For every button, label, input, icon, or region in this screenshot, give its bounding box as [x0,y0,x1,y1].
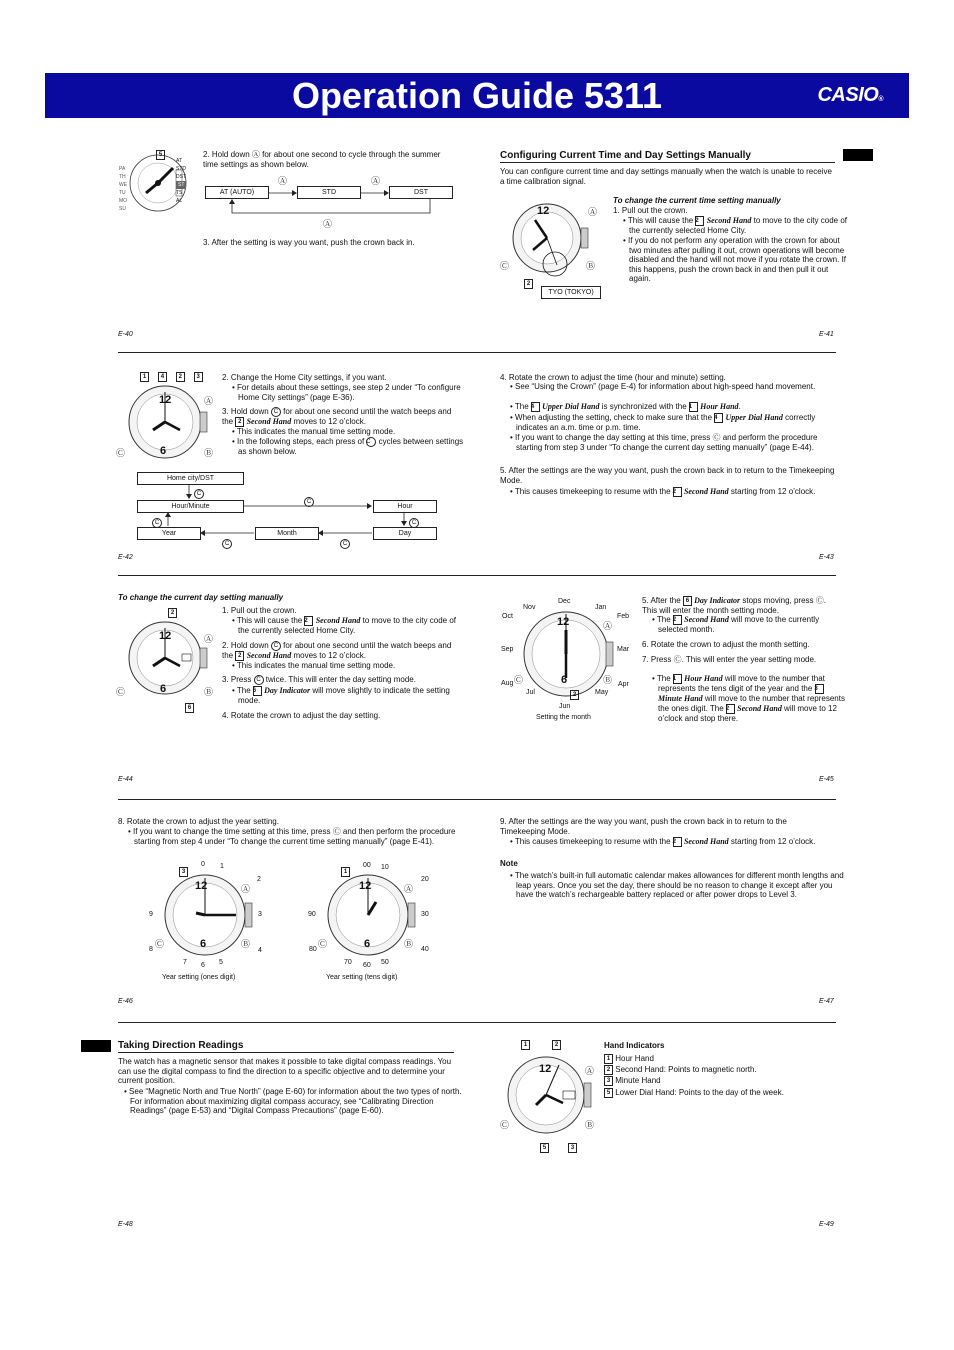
p40-step3: 3. After the setting is way you want, push the crown back in. [203,238,415,247]
hand-numbers-e42: 1 4 2 3 [140,372,203,382]
hand-number-2-e49: 2 [552,1040,561,1050]
box-hour-minute: Hour/Minute [137,500,244,513]
section-tab [843,149,873,161]
button-c-e42: Ⓒ [116,448,126,458]
c-label-3: C [409,514,419,532]
month-feb: Feb [617,613,630,620]
c-label-6: C [340,535,350,553]
ones-5: 5 [219,959,223,966]
c-label-2: C [304,493,314,511]
month-jul: Jul [526,689,535,696]
tens-10: 10 [381,864,389,871]
month-jun: Jun [559,703,571,710]
dial-left-we: WE [119,182,128,188]
tens-80: 80 [309,946,317,953]
tens-70: 70 [344,959,352,966]
hand-number-5: 5 [156,150,165,160]
page-number-e48: E-48 [118,1221,133,1228]
dial-left-mo: MO [119,198,128,204]
divider-4 [118,1022,836,1023]
p44-step2: 2. Hold down C for about one second until the watch beeps and the 2 Second Hand moves to 12 o’clock. [222,641,452,661]
p49-heading: Hand Indicators [604,1041,665,1050]
c-label-1: C [194,485,204,503]
hand-number-3-e49: 3 [568,1143,577,1153]
caption-tens: Year setting (tens digit) [326,974,398,981]
button-a-label-3: Ⓐ [323,219,333,229]
p45-bullet7: • The 1 Hour Hand will move to the number that represents the tens digit of the year and the 3 Minute Hand will move to the number that represents the ones digit. The 2 Second Hand will move to 12 o’clock and stop there. [652,674,845,723]
button-a-e45: Ⓐ [603,621,613,631]
month-nov: Nov [523,604,536,611]
dial-6-tens: 6 [364,938,371,950]
setting-month-caption: Setting the month [536,714,591,721]
dial-12: 12 [537,205,550,217]
p48-bullet: • See “Magnetic North and True North” (page E-60) for information about the two types of north. For information about maximizing digital compass accuracy, see “Calibrating Direction Readings” (page E-53) and “Digital Compass Precautions” (page E-60). [124,1087,462,1116]
button-c-ones: Ⓒ [155,939,165,949]
button-a-tens: Ⓐ [404,884,414,894]
p41-bullet1: • This will cause the 2 Second Hand to move to the city code of the currently selected Home City. [623,216,847,235]
page-number-e44: E-44 [118,776,133,783]
button-a-e42: Ⓐ [204,396,214,406]
hand-number-2: 2 [524,279,533,289]
section-tab-e48 [81,1040,111,1052]
p44-step4: 4. Rotate the crown to adjust the day setting. [222,711,381,720]
hand-indicator-2: 2 Second Hand: Points to magnetic north. [604,1065,757,1075]
p48-intro: The watch has a magnetic sensor that makes it possible to take digital compass readings. You can use the digital compass to find the direction to a specific objective and to determine your current position. [118,1057,452,1086]
ones-4: 4 [258,947,262,954]
p47-note-heading: Note [500,859,518,868]
p47-step9: 9. After the settings are the way you want, push the crown back in to return to the Timekeeping Mode. [500,817,787,836]
box-dst: DST [389,186,453,199]
logo-mark: ® [878,96,883,103]
hand-number-5-e49: 5 [540,1143,549,1153]
button-a-e49: Ⓐ [585,1066,595,1076]
tens-20: 20 [421,876,429,883]
page-number-e47: E-47 [819,998,834,1005]
p42-bullet1: • For details about these settings, see step 2 under “To configure Home City settings” (page E-36). [232,383,461,402]
page-number-e42: E-42 [118,554,133,561]
logo-text: CASIO [817,84,879,106]
box-day: Day [373,527,437,540]
page-title: Operation Guide 5311 [291,75,663,116]
button-c-e49: Ⓒ [500,1120,510,1130]
c-label-4: C [152,514,162,532]
p43-bullet1: • See “Using the Crown” (page E-4) for information about high-speed hand movement. [510,382,816,391]
p42-step3: 3. Hold down C for about one second until the watch beeps and the 2 Second Hand moves to 12 o’clock. [222,407,452,427]
hand-number-2-e45: 2 [570,690,579,700]
c-label-5: C [222,535,232,553]
p45-step5: 5. After the 6 Day Indicator stops moving, press Ⓒ. This will enter the month setting mode. [642,596,826,615]
p44-bullet1: • This will cause the 2 Second Hand to move to the city code of the currently selected Home City. [232,616,456,635]
hand-number-1-e49: 1 [521,1040,530,1050]
p43-bullet4: • If you want to change the day setting at this time, press Ⓒ and perform the procedure starting from step 3 under “To change the current day setting manually” (page E-44). [510,433,818,452]
divider-3 [118,799,836,800]
page-number-e45: E-45 [819,776,834,783]
button-a-label-1: Ⓐ [278,176,288,186]
city-code-tyo: TYO (TOKYO) [541,286,601,299]
p44-step1: 1. Pull out the crown. [222,606,297,615]
box-at-auto: AT (AUTO) [205,186,269,199]
p43-bullet3: • When adjusting the setting, check to make sure that the 4 Upper Dial Hand correctly indicates an a.m. time or p.m. time. [510,413,816,432]
tens-30: 30 [421,911,429,918]
ones-9: 9 [149,911,153,918]
month-mar: Mar [617,646,630,653]
p45-step6: 6. Rotate the crown to adjust the month setting. [642,640,810,649]
p43-step5: 5. After the settings are the way you want, push the crown back in to return to the Timekeeping Mode. [500,466,835,485]
month-apr: Apr [618,681,629,688]
page-number-e43: E-43 [819,554,834,561]
hand-indicator-1: 1 Hour Hand [604,1054,654,1064]
dial-12-e45: 12 [557,616,570,628]
dial-12-ones: 12 [195,880,208,892]
dial-6-e45: 6 [561,674,568,686]
divider-2 [118,575,836,576]
month-may: May [595,689,609,696]
button-b-tens: Ⓑ [404,939,414,949]
p48-heading: Taking Direction Readings [118,1040,454,1053]
button-a: Ⓐ [588,207,598,217]
dial-left-labels [119,165,127,213]
dial-12-e42: 12 [159,394,172,406]
p47-note-bullet: • The watch’s built-in full automatic calendar makes allowances for different month lengths and leap years. Once you set the day, there should be no reason to change it except after you have the watch’s rechargeable battery replaced or after power drops to Level 3. [510,871,844,900]
dial-12-tens: 12 [359,880,372,892]
box-year: Year [137,527,201,540]
p42-bullet3: • In the following steps, each press of C cycles between settings as shown below. [232,437,464,456]
hand-indicator-5: 5 Lower Dial Hand: Points to the day of the week. [604,1088,784,1098]
dial-12-e44: 12 [159,630,172,642]
ones-7: 7 [183,959,187,966]
button-c-e45: Ⓒ [514,675,524,685]
p45-bullet5: • The 2 Second Hand will move to the currently selected month. [652,615,820,634]
hand-number-1-tens: 1 [341,867,350,877]
dial-6-ones: 6 [200,938,207,950]
dial-left-su: SU [119,206,126,212]
button-a-label-2: Ⓐ [371,176,381,186]
box-hour: Hour [373,500,437,513]
hand-number-3-ones: 3 [179,867,188,877]
casio-logo [817,84,883,107]
button-c: Ⓒ [500,261,510,271]
dial-label-al: AL [176,198,183,204]
dial-label-std: STD [176,166,186,172]
divider-1 [118,352,836,353]
header-banner [45,73,909,118]
tens-00: 00 [363,862,371,869]
p47-bullet9: • This causes timekeeping to resume with the 2 Second Hand starting from 12 o’clock. [510,837,816,847]
hand-indicator-3: 3 Minute Hand [604,1076,661,1086]
setting-cycle-arrows [130,470,450,550]
dial-left-tu: TU [119,190,126,196]
dst-cycle-arrows [200,180,460,220]
p44-step3: 3. Press C twice. This will enter the day setting mode. [222,675,416,685]
hand-number-2-e44: 2 [168,608,177,618]
page-number-e49: E-49 [819,1221,834,1228]
tens-40: 40 [421,946,429,953]
button-b-e42: Ⓑ [204,448,214,458]
tens-60: 60 [363,962,371,969]
p46-bullet8: • If you want to change the time setting at this time, press Ⓒ and then perform the procedure starting from step 4 under “To change the current time setting manually” (page E-41). [128,827,456,846]
tens-50: 50 [381,959,389,966]
month-oct: Oct [502,613,513,620]
hand-number-6-e44: 6 [185,703,194,713]
dial-left-th: TH [119,174,126,180]
p40-step2: 2. Hold down Ⓐ for about one second to cycle through the summer time settings as shown below. [203,150,441,169]
caption-ones: Year setting (ones digit) [162,974,236,981]
button-a-ones: Ⓐ [241,884,251,894]
ones-2: 2 [257,876,261,883]
month-jan: Jan [595,604,607,611]
dial-label-st: ST [178,182,185,188]
p41-subheading: To change the current time setting manually [613,196,781,205]
button-b-e45: Ⓑ [603,675,613,685]
ones-1: 1 [220,863,224,870]
watch-illustration-e41 [505,198,598,283]
button-a-e44: Ⓐ [204,634,214,644]
button-c-tens: Ⓒ [318,939,328,949]
box-home-city-dst: Home city/DST [137,472,244,485]
p45-step7: 7. Press Ⓒ. This will enter the year setting mode. [642,655,817,664]
button-b-e49: Ⓑ [585,1120,595,1130]
p44-bullet2: • This indicates the manual time setting mode. [232,661,396,670]
dial-left-pa: PA [119,166,126,172]
ones-8: 8 [149,946,153,953]
p44-subheading: To change the current day setting manually [118,593,284,602]
p46-step8: 8. Rotate the crown to adjust the year setting. [118,817,279,826]
p41-intro: You can configure current time and day settings manually when the watch is unable to receive a time calibration signal. [500,167,832,186]
p41-bullet2: • If you do not perform any operation with the crown for about two minutes after pulling it out, crown operations will become disabled and the hand will not move if you rotate the crown. If this happens, push the crown back in and then pull it out again. [623,236,847,284]
button-b-ones: Ⓑ [241,939,251,949]
box-month: Month [255,527,319,540]
ones-6: 6 [201,962,205,969]
dial-label-at: AT [176,158,183,164]
page-number-e40: E-40 [118,331,133,338]
month-dec: Dec [558,598,571,605]
p43-bullet2: • The 4 Upper Dial Hand is synchronized with the 1 Hour Hand. [510,402,741,412]
page-number-e41: E-41 [819,331,834,338]
dial-label-dst: DST [176,174,186,180]
p41-step1: 1. Pull out the crown. [613,206,688,215]
p44-bullet3: • The 6 Day Indicator will move slightly to indicate the setting mode. [232,686,450,705]
p43-step4: 4. Rotate the crown to adjust the time (hour and minute) setting. [500,373,726,382]
dial-12-e49: 12 [539,1063,552,1075]
tens-90: 90 [308,911,316,918]
ones-3: 3 [258,911,262,918]
p43-bullet5: • This causes timekeeping to resume with the 2 Second Hand starting from 12 o’clock. [510,487,816,497]
button-b: Ⓑ [586,261,596,271]
dial-label-ts: TS [176,190,183,196]
button-c-e44: Ⓒ [116,687,126,697]
page-number-e46: E-46 [118,998,133,1005]
box-std: STD [297,186,361,199]
p41-heading: Configuring Current Time and Day Settings Manually [500,150,835,163]
ones-0: 0 [201,861,205,868]
dial-right-labels [176,157,186,205]
month-sep: Sep [501,646,514,653]
dial-6-e42: 6 [160,445,167,457]
month-aug: Aug [501,680,514,687]
button-b-e44: Ⓑ [204,687,214,697]
p42-bullet2: • This indicates the manual time setting mode. [232,427,396,436]
p42-step2: 2. Change the Home City settings, if you want. [222,373,387,382]
dial-6-e44: 6 [160,683,167,695]
